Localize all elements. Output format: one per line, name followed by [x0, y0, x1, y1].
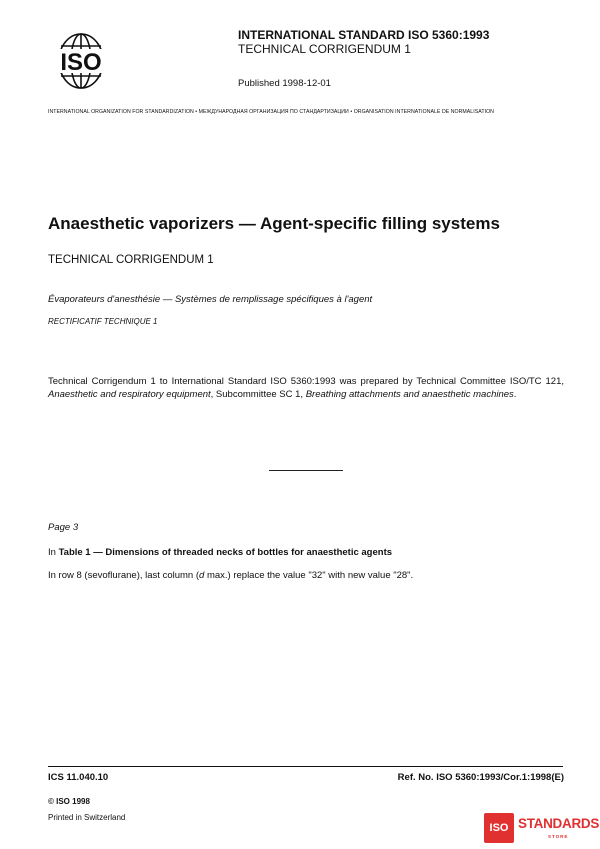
- printed-location: Printed in Switzerland: [48, 813, 126, 822]
- reference-number: Ref. No. ISO 5360:1993/Cor.1:1998(E): [397, 772, 564, 783]
- footer-rule: [48, 766, 563, 767]
- correction-instruction: In row 8 (sevoflurane), last column (d max.) replace the value "32" with new value "28".: [48, 570, 414, 581]
- store-logo-small: STORE: [548, 834, 569, 839]
- store-logo-word: STANDARDS: [518, 816, 600, 831]
- standard-title: INTERNATIONAL STANDARD ISO 5360:1993: [238, 28, 490, 42]
- svg-text:ISO: ISO: [60, 49, 102, 76]
- iso-logo: [44, 28, 118, 94]
- separator-rule: [269, 470, 343, 471]
- corrigendum-label: TECHNICAL CORRIGENDUM 1: [238, 42, 411, 56]
- published-date: Published 1998-12-01: [238, 78, 331, 89]
- corrigendum-heading: TECHNICAL CORRIGENDUM 1: [48, 254, 214, 266]
- iso-standards-store-logo: [484, 813, 600, 845]
- page-reference: Page 3: [48, 522, 79, 533]
- intro-paragraph: Technical Corrigendum 1 to International Standard ISO 5360:1993 was prepared by Technical Committee ISO/TC 121, Anaesthetic and respiratory equipment, Subcommittee SC 1, Breathing attachments and anaesthetic machines.: [48, 376, 564, 400]
- organization-line: INTERNATIONAL ORGANIZATION FOR STANDARDIZATION • МЕЖДУНАРОДНАЯ ОРГАНИЗАЦИЯ ПО СТАНДАРТИЗАЦИИ • ORGANISATION INTERNATIONALE DE NORMALISATION: [48, 109, 494, 115]
- ics-code: ICS 11.040.10: [48, 772, 109, 783]
- store-logo-box: ISO: [484, 813, 514, 843]
- french-corrigendum: RECTIFICATIF TECHNIQUE 1: [48, 317, 158, 326]
- document-title: Anaesthetic vaporizers — Agent-specific filling systems: [48, 214, 500, 233]
- french-title: Évaporateurs d'anesthésie — Systèmes de remplissage spécifiques à l'agent: [48, 294, 373, 305]
- table-reference: In Table 1 — Dimensions of threaded necks of bottles for anaesthetic agents: [48, 547, 393, 558]
- copyright: © ISO 1998: [48, 797, 90, 806]
